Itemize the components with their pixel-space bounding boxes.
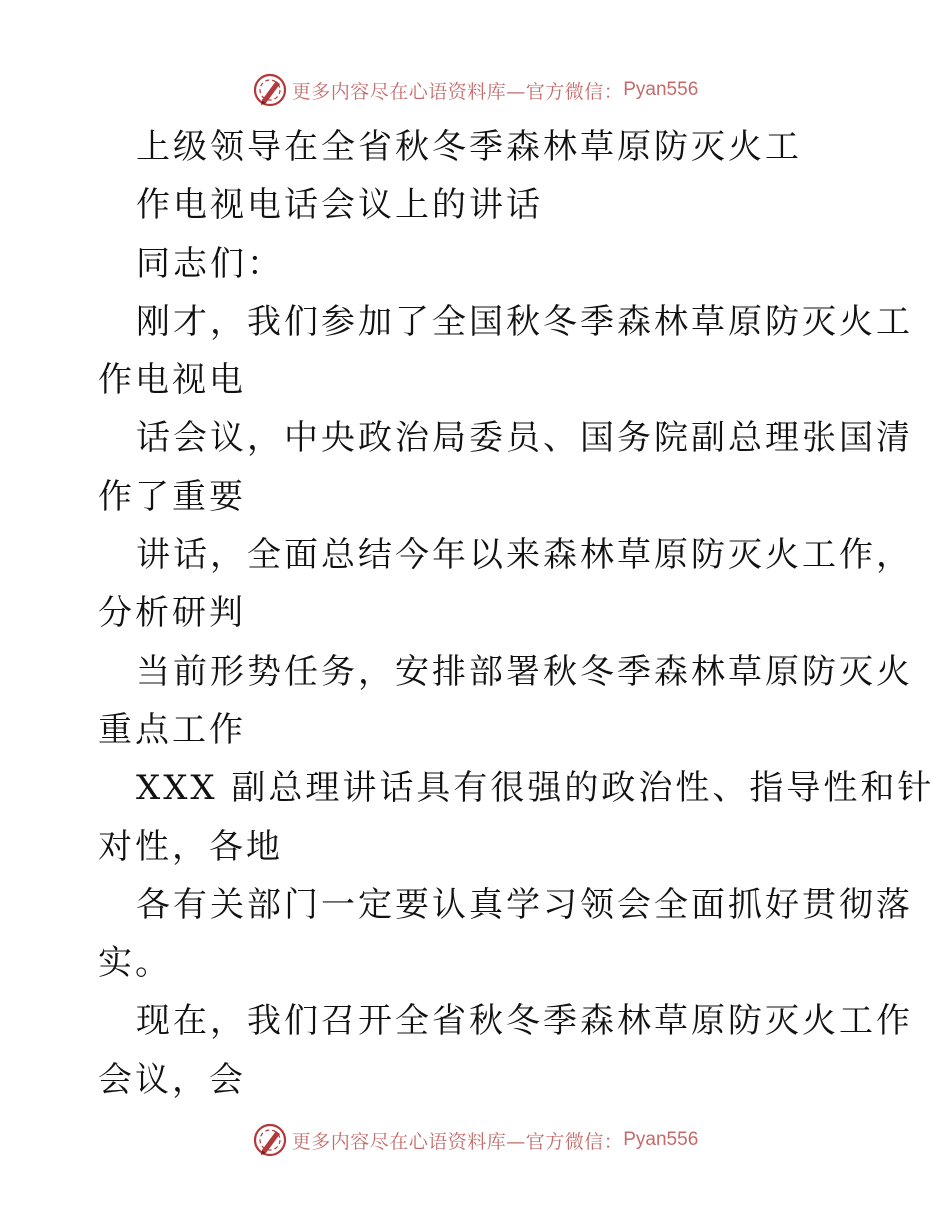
paragraph-line: 各有关部门一定要认真学习领会全面抓好贯彻落 [136,884,913,925]
paragraph-line: 对性，各地 [98,826,283,867]
paragraph-line: 当前形势任务，安排部署秋冬季森林草原防灭火 [136,651,913,692]
title-line-1: 上级领导在全省秋冬季森林草原防灭火工 [136,127,802,167]
paragraph-line: 重点工作 [98,709,246,750]
paragraph-line: 实。 [98,943,172,984]
paragraph-line: 作了重要 [98,476,246,517]
title-line-2: 作电视电话会议上的讲话 [136,185,543,226]
paragraph-line: 现在，我们召开全省秋冬季森林草原防灭火工作 [136,1001,913,1042]
paragraph-line: 会议，会 [98,1059,246,1100]
paragraph-line: 分析研判 [98,593,246,634]
footer-watermark [0,1120,950,1160]
paragraph-line: 刚才，我们参加了全国秋冬季森林草原防灭火工 [136,301,913,342]
paragraph-line: 作电视电 [98,360,246,401]
pen-logo-icon [252,72,288,108]
header-watermark [0,70,950,110]
watermark-text: 更多内容尽在心语资料库—官方微信： [291,1130,624,1153]
paragraph-line: 讲话，全面总结今年以来森林草原防灭火工作， [136,535,913,576]
paragraph-line: XXX 副总理讲话具有很强的政治性、指导性和针 [136,768,935,809]
watermark-text: 更多内容尽在心语资料库—官方微信： [291,80,624,103]
document-body [98,118,935,1109]
paragraph-line: 话会议，中央政治局委员、国务院副总理张国清 [136,418,913,459]
watermark-id: Pyan556 [623,79,699,100]
watermark-id: Pyan556 [623,1129,699,1150]
pen-logo-icon [252,1122,288,1158]
salutation: 同志们： [136,243,284,284]
